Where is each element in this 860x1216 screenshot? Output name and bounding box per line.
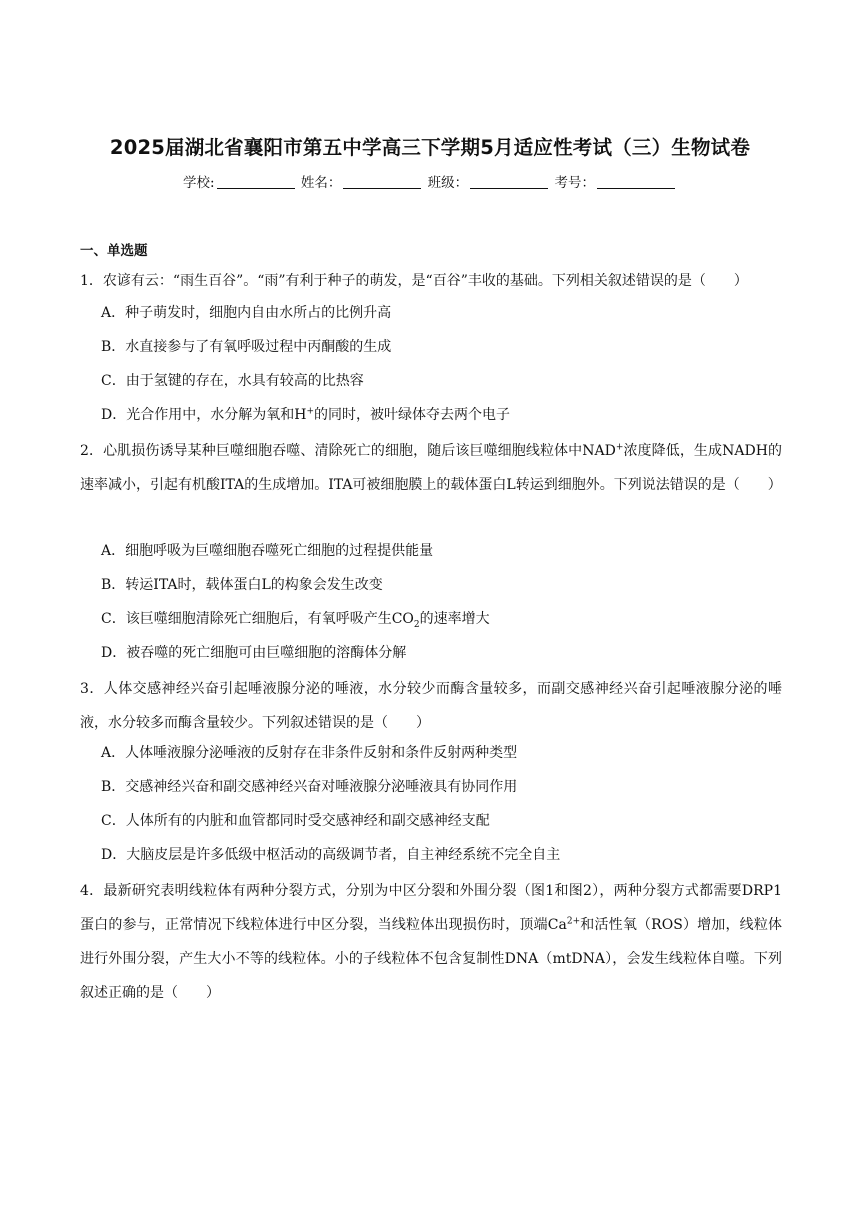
question-3-option-a: A．人体唾液腺分泌唾液的反射存在非条件反射和条件反射两种类型	[101, 745, 518, 761]
exam-number-label: 考号：	[554, 175, 595, 191]
question-1-option-b: B．水直接参与了有氧呼吸过程中丙酮酸的生成	[101, 339, 392, 355]
exam-number-blank[interactable]	[597, 176, 675, 189]
exam-title: 2025届湖北省襄阳市第五中学高三下学期5月适应性考试（三）生物试卷	[109, 136, 751, 159]
school-label: 学校:	[183, 175, 215, 191]
question-3-option-b: B．交感神经兴奋和副交感神经兴奋对唾液腺分泌唾液具有协同作用	[101, 779, 518, 795]
class-blank[interactable]	[470, 176, 548, 189]
school-blank[interactable]	[217, 176, 295, 189]
section-heading: 一、单选题	[80, 243, 148, 259]
question-1-option-a: A．种子萌发时，细胞内自由水所占的比例升高	[101, 305, 392, 321]
question-3-stem: 3．人体交感神经兴奋引起唾液腺分泌的唾液，水分较少而酶含量较多，而副交感神经兴奋引起唾液腺分泌的唾液，水分较多而酶含量较少。下列叙述错误的是（ ）	[80, 681, 782, 731]
name-blank[interactable]	[343, 176, 421, 189]
question-2-stem: 2．心肌损伤诱导某种巨噬细胞吞噬、清除死亡的细胞，随后该巨噬细胞线粒体中NAD+浓度降低，生成NADH的速率减小，引起有机酸ITA的生成增加。ITA可被细胞膜上的载体蛋白L转运到细胞外。下列说法错误的是（ ）	[80, 442, 783, 493]
question-2-option-b: B．转运ITA时，载体蛋白L的构象会发生改变	[101, 577, 383, 593]
name-label: 姓名：	[300, 175, 342, 191]
question-2-option-d: D．被吞噬的死亡细胞可由巨噬细胞的溶酶体分解	[101, 645, 407, 661]
question-3-option-d: D．大脑皮层是许多低级中枢活动的高级调节者，自主神经系统不完全自主	[101, 847, 561, 863]
question-1-stem: 1．农谚有云：“雨生百谷”。“雨”有利于种子的萌发，是“百谷”丰收的基础。下列相关叙述错误的是（ ）	[80, 273, 748, 289]
question-4-stem: 4．最新研究表明线粒体有两种分裂方式，分别为中区分裂和外围分裂（图1和图2），两种分裂方式都需要DRP1蛋白的参与，正常情况下线粒体进行中区分裂，当线粒体出现损伤时，顶端$Ca^{2+}$和活性氧（ROS）增加，线粒体进行外围分裂，产生大小不等的线粒体。小的子线粒体不包含复制性DNA（mtDNA），会发生线粒体自噬。下列叙述正确的是（ ）	[80, 883, 783, 1001]
student-info-line	[0, 172, 860, 194]
question-1-option-d: D．光合作用中，水分解为氧和H+的同时，被叶绿体夺去两个电子	[101, 406, 510, 423]
question-2-option-c: C．该巨噬细胞清除死亡细胞后，有氧呼吸产生$CO_2$的速率增大	[101, 611, 490, 630]
question-1-option-c: C．由于氢键的存在，水具有较高的比热容	[101, 373, 364, 389]
question-2-option-a: A．细胞呼吸为巨噬细胞吞噬死亡细胞的过程提供能量	[101, 543, 434, 559]
class-label: 班级：	[427, 175, 469, 191]
question-3-option-c: C．人体所有的内脏和血管都同时受交感神经和副交感神经支配	[101, 813, 490, 829]
